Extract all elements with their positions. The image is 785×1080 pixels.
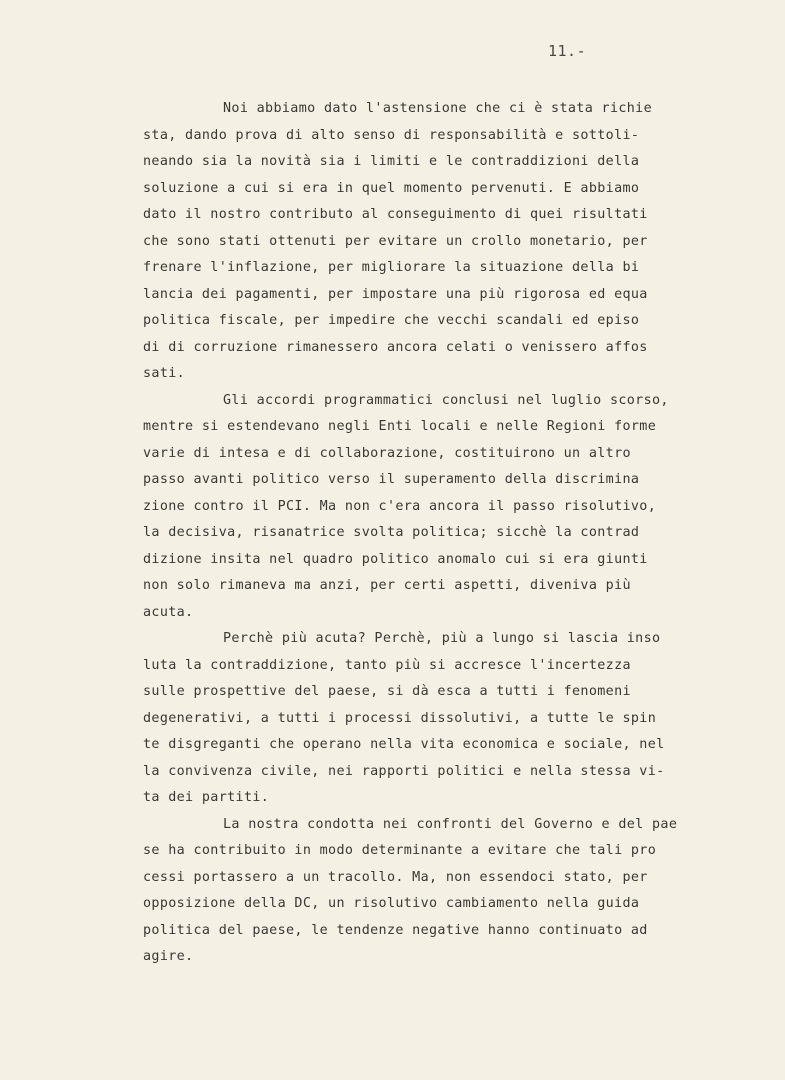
- text-line: politica fiscale, per impedire che vecchi scandali ed episo: [143, 313, 640, 328]
- text-line: politica del paese, le tendenze negative hanno continuato ad: [143, 922, 648, 938]
- text-line: frenare l'inflazione, per migliorare la situazione della bi: [143, 260, 640, 275]
- paragraph: [143, 388, 743, 627]
- text-line: dato il nostro contributo al conseguimento di quei risultati: [143, 207, 648, 222]
- text-line: La nostra condotta nei confronti del Governo e del pae: [223, 816, 678, 832]
- text-line: soluzione a cui si era in quel momento pervenuti. E abbiamo: [143, 180, 640, 196]
- text-line: sta, dando prova di alto senso di responsabilità e sottoli-: [143, 127, 640, 143]
- text-line: zione contro il PCI. Ma non c'era ancora il passo risolutivo,: [143, 498, 657, 514]
- text-line: acuta.: [143, 604, 194, 620]
- text-line: varie di intesa e di collaborazione, costituirono un altro: [143, 445, 631, 461]
- text-line: agire.: [143, 949, 194, 964]
- text-line: cessi portassero a un tracollo. Ma, non essendoci stato, per: [143, 869, 648, 885]
- text-line: la decisiva, risanatrice svolta politica; sicchè la contrad: [143, 525, 640, 540]
- text-line: di di corruzione rimanessero ancora celati o venissero affos: [143, 339, 648, 355]
- text-line: che sono stati ottenuti per evitare un crollo monetario, per: [143, 233, 648, 249]
- text-line: sati.: [143, 366, 186, 381]
- text-line: non solo rimaneva ma anzi, per certi aspetti, diveniva più: [143, 578, 631, 593]
- text-line: Gli accordi programmatici conclusi nel luglio scorso,: [223, 392, 669, 408]
- paragraph: [143, 626, 743, 812]
- text-line: luta la contraddizione, tanto più si accresce l'incertezza: [143, 657, 631, 673]
- paragraph: [143, 812, 743, 971]
- text-line: lancia dei pagamenti, per impostare una più rigorosa ed equa: [143, 286, 648, 302]
- text-line: degenerativi, a tutti i processi dissolutivi, a tutte le spin: [143, 710, 657, 726]
- text-line: sulle prospettive del paese, si dà esca a tutti i fenomeni: [143, 684, 631, 699]
- text-line: opposizione della DC, un risolutivo cambiamento nella guida: [143, 896, 640, 911]
- text-line: neando sia la novità sia i limiti e le contraddizioni della: [143, 154, 640, 169]
- text-line: mentre si estendevano negli Enti locali e nelle Regioni forme: [143, 419, 657, 434]
- text-line: ta dei partiti.: [143, 790, 270, 805]
- text-line: te disgreganti che operano nella vita economica e sociale, nel: [143, 737, 665, 752]
- page-number: 11.-: [548, 42, 587, 60]
- text-line: passo avanti politico verso il superamento della discrimina: [143, 472, 640, 487]
- text-line: se ha contribuito in modo determinante a evitare che tali pro: [143, 843, 657, 858]
- paragraph: [143, 96, 743, 388]
- body-text: [143, 96, 743, 971]
- text-line: dizione insita nel quadro politico anomalo cui si era giunti: [143, 551, 648, 567]
- text-line: Noi abbiamo dato l'astensione che ci è stata richie: [223, 101, 653, 116]
- text-line: Perchè più acuta? Perchè, più a lungo si lascia inso: [223, 631, 661, 646]
- text-line: la convivenza civile, nei rapporti politici e nella stessa vi-: [143, 763, 665, 779]
